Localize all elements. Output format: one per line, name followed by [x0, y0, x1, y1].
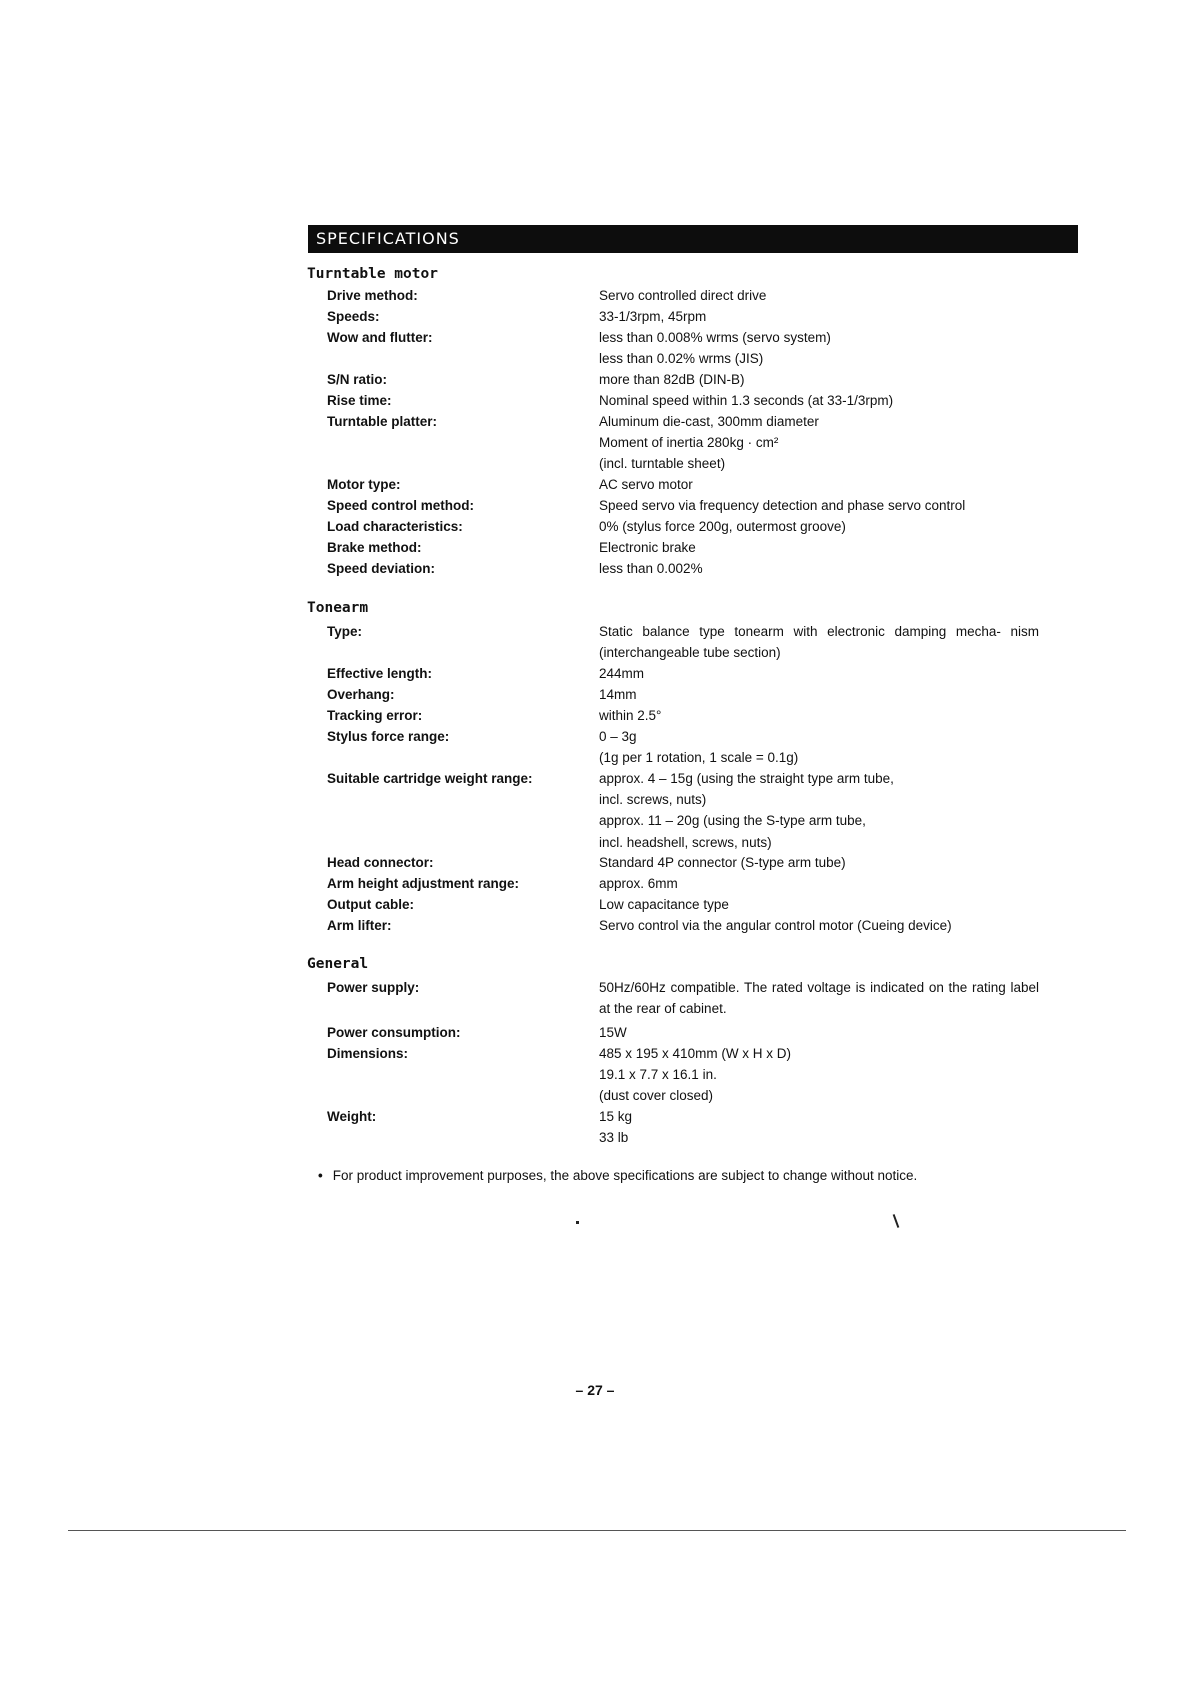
- spec-label: Type:: [327, 624, 363, 639]
- spec-value: [599, 285, 1039, 306]
- spec-label: Speed deviation:: [327, 561, 436, 576]
- spec-label: Weight:: [327, 1109, 377, 1124]
- spec-label: Effective length:: [327, 666, 433, 681]
- spec-value: [599, 977, 1039, 1019]
- spec-value: [599, 873, 1039, 894]
- spec-label: Wow and flutter:: [327, 330, 433, 345]
- spec-value-line: 0 – 3g: [599, 729, 637, 744]
- spec-value: [599, 894, 1039, 915]
- spec-value-line: incl. headshell, screws, nuts): [599, 834, 772, 850]
- spec-label: Motor type:: [327, 477, 401, 492]
- spec-value-line: Static balance type tonearm with electronic damping mecha- nism (interchangeable tube section): [599, 624, 1039, 661]
- spec-value-line: 0% (stylus force 200g, outermost groove): [599, 519, 846, 534]
- spec-value: [599, 411, 1039, 475]
- spec-label: Output cable:: [327, 897, 414, 912]
- spec-value-line: Aluminum die-cast, 300mm diameter: [599, 414, 819, 429]
- scan-speck: [893, 1214, 900, 1228]
- spec-value-line: 50Hz/60Hz compatible. The rated voltage is indicated on the rating label at the rear of cabinet.: [599, 980, 1039, 1017]
- spec-label: Tracking error:: [327, 708, 423, 723]
- spec-label: Arm lifter:: [327, 918, 392, 933]
- spec-value: [599, 621, 1039, 663]
- footnote-bullet: •: [318, 1168, 323, 1183]
- spec-value-line: incl. screws, nuts): [599, 792, 707, 808]
- spec-value: [599, 915, 1039, 936]
- spec-value: [599, 726, 1039, 768]
- spec-value-line: 14mm: [599, 687, 637, 702]
- spec-value-line: 33-1/3rpm, 45rpm: [599, 309, 707, 324]
- spec-value-line: Low capacitance type: [599, 897, 729, 912]
- section-title-turntable-motor: Turntable motor: [307, 266, 438, 282]
- spec-value-line: (dust cover closed): [599, 1088, 714, 1104]
- spec-value-line: AC servo motor: [599, 477, 693, 492]
- scan-speck: [576, 1221, 579, 1224]
- spec-label: Power consumption:: [327, 1025, 461, 1040]
- spec-value-line: 19.1 x 7.7 x 16.1 in.: [599, 1067, 717, 1083]
- spec-value-line: 33 lb: [599, 1130, 629, 1146]
- spec-value-line: Standard 4P connector (S-type arm tube): [599, 855, 846, 870]
- spec-label: Suitable cartridge weight range:: [327, 771, 533, 786]
- spec-value-line: more than 82dB (DIN-B): [599, 372, 745, 387]
- spec-value-line: Nominal speed within 1.3 seconds (at 33-1/3rpm): [599, 393, 894, 408]
- spec-value: [599, 1043, 1039, 1107]
- spec-value: [599, 705, 1039, 726]
- spec-label: Dimensions:: [327, 1046, 409, 1061]
- spec-label: Power supply:: [327, 980, 420, 995]
- spec-label: Head connector:: [327, 855, 434, 870]
- spec-value-line: 244mm: [599, 666, 645, 681]
- spec-value: [599, 474, 1039, 495]
- spec-label: S/N ratio:: [327, 372, 388, 387]
- spec-label: Overhang:: [327, 687, 395, 702]
- spec-value-line: within 2.5°: [599, 708, 662, 723]
- footnote: [318, 1168, 917, 1183]
- spec-value: [599, 768, 1039, 853]
- spec-value-line: Speed servo via frequency detection and phase servo control: [599, 498, 966, 513]
- bottom-rule: [68, 1530, 1126, 1531]
- spec-label: Speed control method:: [327, 498, 475, 513]
- spec-label: Drive method:: [327, 288, 418, 303]
- spec-value-line: Moment of inertia 280kg · cm²: [599, 435, 779, 451]
- spec-value: [599, 327, 1039, 369]
- spec-value-line: approx. 11 – 20g (using the S-type arm tube,: [599, 813, 866, 829]
- spec-value: [599, 1106, 1039, 1148]
- spec-value-line: approx. 6mm: [599, 876, 678, 891]
- footnote-text: For product improvement purposes, the above specifications are subject to change without notice.: [332, 1168, 918, 1183]
- spec-label: Rise time:: [327, 393, 392, 408]
- spec-value: [599, 852, 1039, 873]
- spec-value: [599, 369, 1039, 390]
- spec-value-line: approx. 4 – 15g (using the straight type arm tube,: [599, 771, 894, 786]
- spec-value-line: 15W: [599, 1025, 627, 1040]
- spec-label: Arm height adjustment range:: [327, 876, 520, 891]
- spec-value-line: Servo controlled direct drive: [599, 288, 767, 303]
- specifications-heading: SPECIFICATIONS: [316, 229, 460, 248]
- spec-label: Turntable platter:: [327, 414, 438, 429]
- spec-value: [599, 684, 1039, 705]
- spec-value-line: (1g per 1 rotation, 1 scale = 0.1g): [599, 750, 799, 766]
- spec-value-line: Electronic brake: [599, 540, 696, 555]
- specifications-header-bar: [308, 225, 1078, 253]
- section-title-tonearm: Tonearm: [307, 600, 369, 616]
- page-number: – 27 –: [575, 1382, 615, 1398]
- spec-value: [599, 516, 1039, 537]
- spec-value-line: less than 0.008% wrms (servo system): [599, 330, 831, 345]
- spec-value: [599, 558, 1039, 579]
- section-title-general: General: [307, 956, 369, 972]
- spec-value-line: 15 kg: [599, 1109, 633, 1124]
- spec-label: Brake method:: [327, 540, 422, 555]
- spec-value: [599, 1022, 1039, 1043]
- spec-label: Load characteristics:: [327, 519, 463, 534]
- spec-value-line: less than 0.02% wrms (JIS): [599, 351, 764, 367]
- spec-value: [599, 663, 1039, 684]
- spec-value: [599, 306, 1039, 327]
- spec-value-line: 485 x 195 x 410mm (W x H x D): [599, 1046, 792, 1061]
- spec-value: [599, 537, 1039, 558]
- spec-label: Speeds:: [327, 309, 380, 324]
- spec-value-line: less than 0.002%: [599, 561, 703, 576]
- spec-value: [599, 495, 1039, 516]
- spec-value-line: (incl. turntable sheet): [599, 456, 726, 472]
- spec-value-line: Servo control via the angular control motor (Cueing device): [599, 918, 952, 933]
- spec-label: Stylus force range:: [327, 729, 450, 744]
- spec-value: [599, 390, 1039, 411]
